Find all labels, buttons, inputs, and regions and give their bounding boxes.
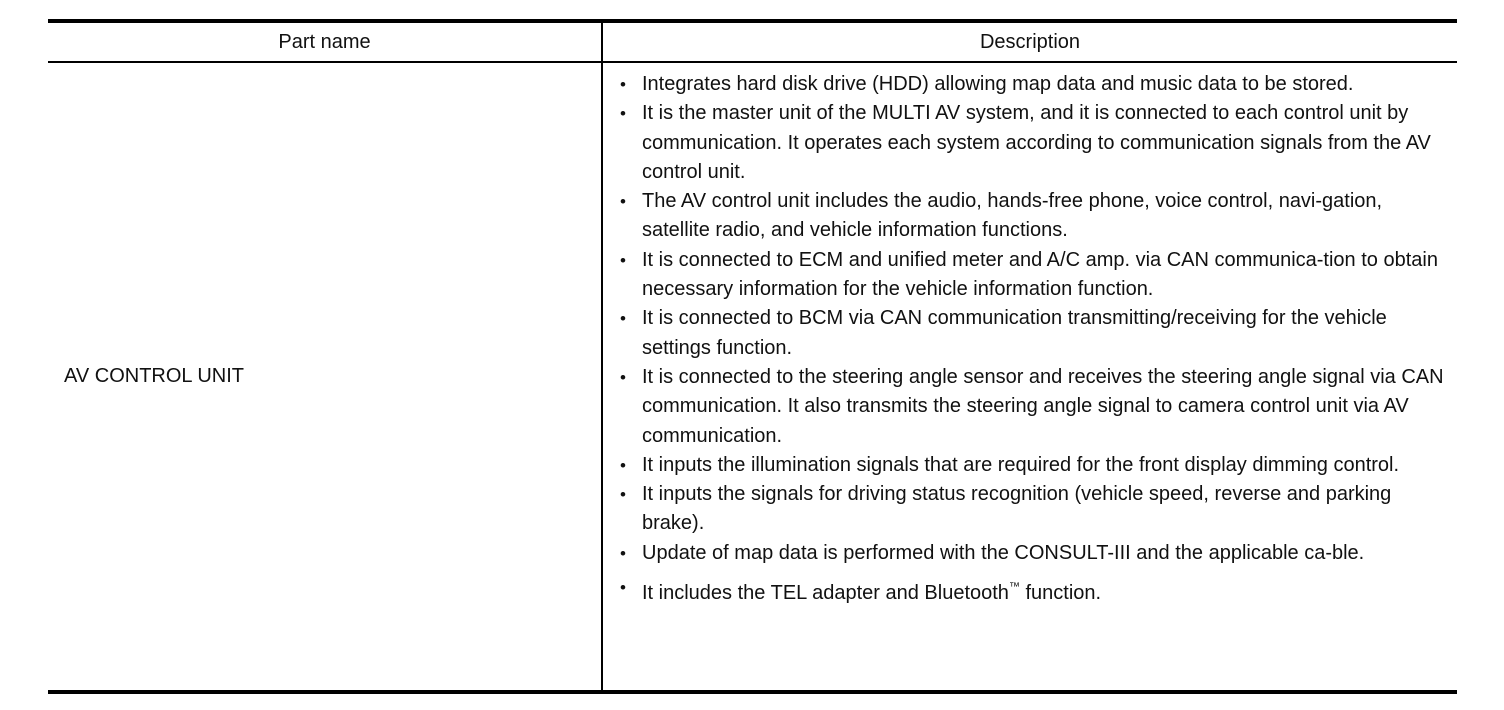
table-row bbox=[48, 62, 1457, 692]
description-item: • It inputs the illumination signals that are required for the front display dimming control. bbox=[619, 451, 1447, 480]
header-part-name: Part name bbox=[48, 21, 602, 62]
trademark-superscript: ™ bbox=[1008, 581, 1020, 594]
description-item: • It is connected to the steering angle sensor and receives the steering angle signal via CAN communication. It also transmits the steering angle signal to camera control unit via AV communication. bbox=[619, 363, 1447, 451]
description-cell bbox=[602, 62, 1457, 692]
parts-table bbox=[48, 19, 1457, 694]
table-header bbox=[48, 21, 1457, 62]
description-item: • It is connected to ECM and unified meter and A/C amp. via CAN communica-tion to obtain necessary information for the vehicle information function. bbox=[619, 246, 1447, 305]
description-item-bluetooth bbox=[619, 573, 1447, 608]
description-item: • The AV control unit includes the audio, hands-free phone, voice control, navi-gation, satellite radio, and vehicle information functions. bbox=[619, 187, 1447, 246]
description-item: • Update of map data is performed with the CONSULT-III and the applicable ca-ble. bbox=[619, 539, 1447, 568]
description-item: • It inputs the signals for driving status recognition (vehicle speed, reverse and parking brake). bbox=[619, 480, 1447, 539]
description-item: • It is connected to BCM via CAN communication transmitting/receiving for the vehicle settings function. bbox=[619, 304, 1447, 363]
description-list bbox=[619, 70, 1447, 608]
header-row bbox=[48, 21, 1457, 62]
description-item: • It is the master unit of the MULTI AV system, and it is connected to each control unit by communication. It operates each system according to communication signals from the AV control unit. bbox=[619, 99, 1447, 187]
bluetooth-item-suffix: function. bbox=[1019, 582, 1102, 605]
description-item: • Integrates hard disk drive (HDD) allowing map data and music data to be stored. bbox=[619, 70, 1447, 99]
part-name-cell: AV CONTROL UNIT bbox=[48, 62, 602, 692]
header-description: Description bbox=[979, 30, 1081, 53]
bluetooth-item-text: It includes the TEL adapter and Bluetooth bbox=[642, 582, 1009, 605]
